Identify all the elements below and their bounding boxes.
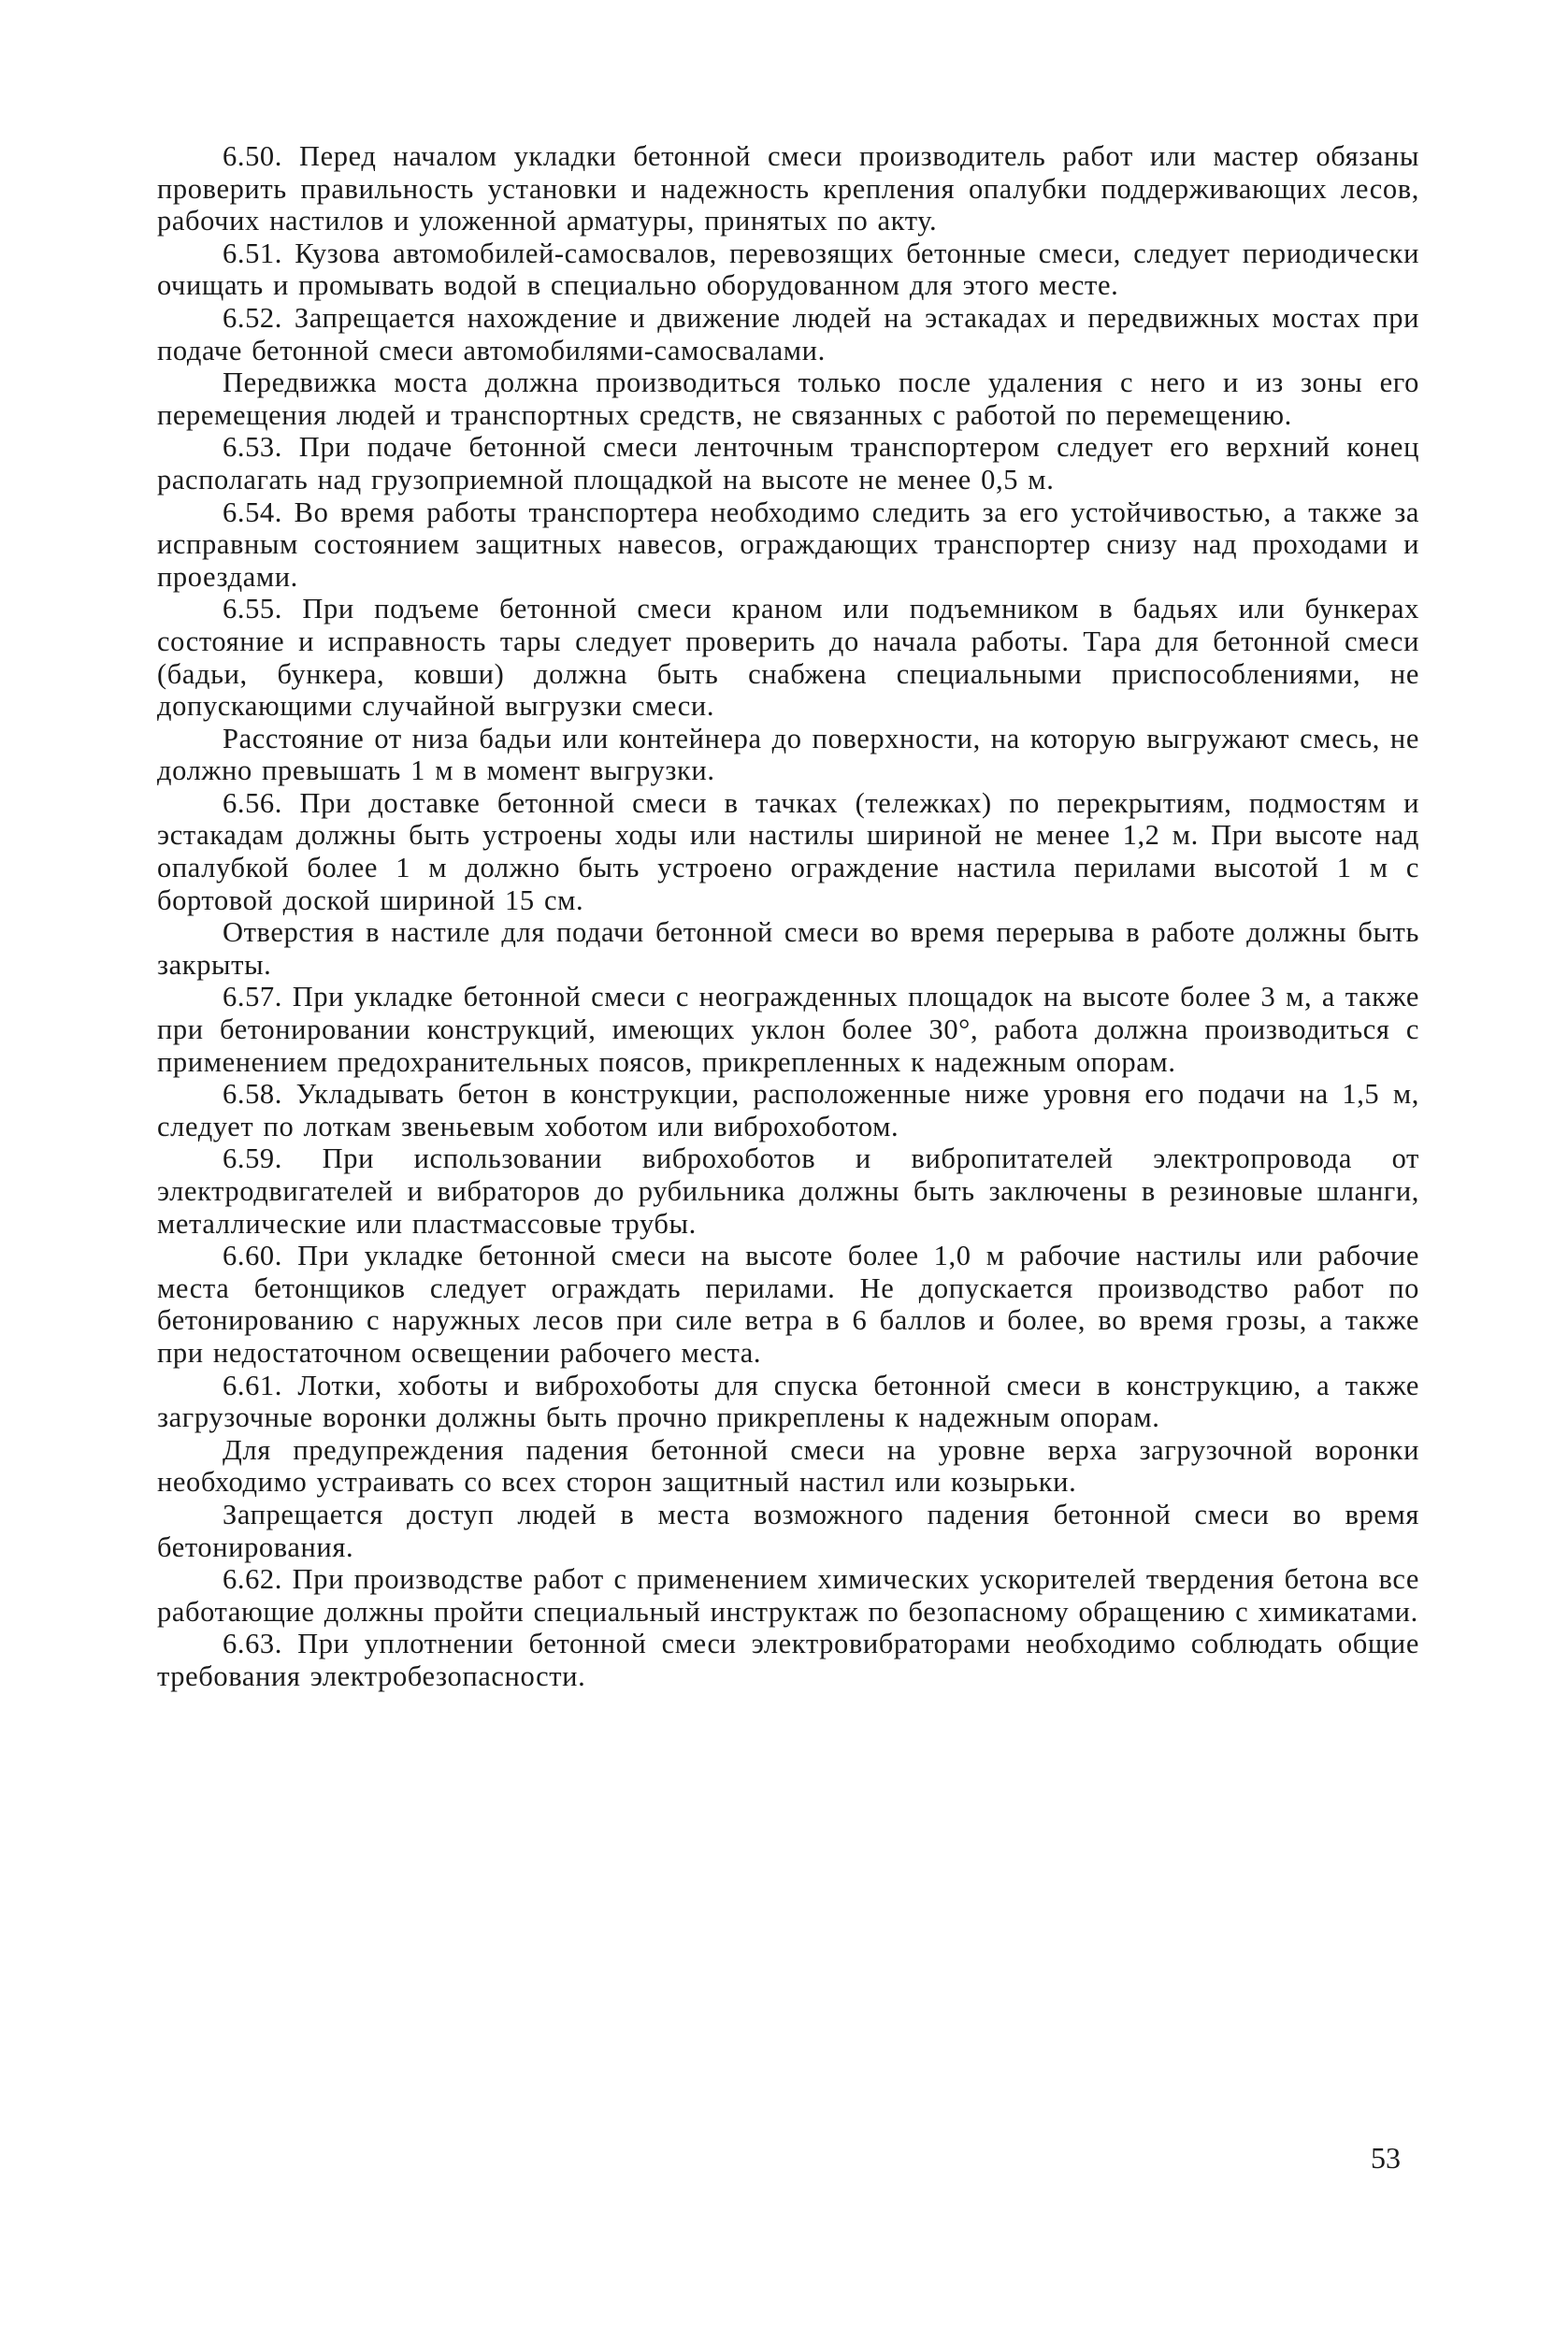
document-body [157, 140, 1419, 1693]
paragraph-6-51: 6.51. Кузова автомобилей-самосвалов, перевозящих бетонные смеси, следует периодически очищать и промывать водой в специально оборудованном для этого месте. [157, 237, 1419, 302]
paragraph-6-57: 6.57. При укладке бетонной смеси с неогражденных площадок на высоте более 3 м, а также при бетонировании конструкций, имеющих уклон более 30°, работа должна производиться с применением предохранительных поясов, прикрепленных к надежным опорам. [157, 981, 1419, 1078]
paragraph-6-56: 6.56. При доставке бетонной смеси в тачках (тележках) по перекрытиям, подмостям и эстакадам должны быть устроены ходы или настилы шириной не менее 1,2 м. При высоте над опалубкой более 1 м должно быть устроено ограждение настила перилами высотой 1 м с бортовой доской шириной 15 см. [157, 786, 1419, 916]
paragraph-6-50: 6.50. Перед началом укладки бетонной смеси производитель работ или мастер обязаны проверить правильность установки и надежность крепления опалубки поддерживающих лесов, рабочих настилов и уложенной арматуры, принятых по акту. [157, 140, 1419, 237]
paragraph-6-55-cont: Расстояние от низа бадьи или контейнера до поверхности, на которую выгружают смесь, не должно превышать 1 м в момент выгрузки. [157, 722, 1419, 787]
paragraph-6-54: 6.54. Во время работы транспортера необходимо следить за его устойчивостью, а также за исправным состоянием защитных навесов, ограждающих транспортер снизу над проходами и проездами. [157, 495, 1419, 593]
paragraph-6-63: 6.63. При уплотнении бетонной смеси электровибраторами необходимо соблюдать общие требования электробезопасности. [157, 1628, 1419, 1692]
paragraph-6-56-cont: Отверстия в настиле для подачи бетонной смеси во время перерыва в работе должны быть закрыты. [157, 916, 1419, 981]
paragraph-6-61-cont-2: Запрещается доступ людей в места возможного падения бетонной смеси во время бетонирования. [157, 1498, 1419, 1563]
paragraph-6-55: 6.55. При подъеме бетонной смеси краном или подъемником в бадьях или бункерах состояние и исправность тары следует проверить до начала работы. Тара для бетонной смеси (бадьи, бункера, ковши) должна быть снабжена специальными приспособлениями, не допускающими случайной выгрузки смеси. [157, 593, 1419, 723]
paragraph-6-58: 6.58. Укладывать бетон в конструкции, расположенные ниже уровня его подачи на 1,5 м, следует по лоткам звеньевым хоботом или виброхоботом. [157, 1078, 1419, 1142]
paragraph-6-52-cont: Передвижка моста должна производиться только после удаления с него и из зоны его перемещения людей и транспортных средств, не связанных с работой по перемещению. [157, 366, 1419, 431]
paragraph-6-61: 6.61. Лотки, хоботы и виброхоботы для спуска бетонной смеси в конструкцию, а также загрузочные воронки должны быть прочно прикреплены к надежным опорам. [157, 1369, 1419, 1434]
paragraph-6-60: 6.60. При укладке бетонной смеси на высоте более 1,0 м рабочие настилы или рабочие места бетонщиков следует ограждать перилами. Не допускается производство работ по бетонированию с наружных лесов при силе ветра в 6 баллов и более, во время грозы, а также при недостаточном освещении рабочего места. [157, 1240, 1419, 1369]
paragraph-6-59: 6.59. При использовании виброхоботов и вибропитателей электропровода от электродвигателей и вибраторов до рубильника должны быть заключены в резиновые шланги, металлические или пластмассовые трубы. [157, 1142, 1419, 1240]
paragraph-6-61-cont-1: Для предупреждения падения бетонной смеси на уровне верха загрузочной воронки необходимо устраивать со всех сторон защитный настил или козырьки. [157, 1433, 1419, 1499]
paragraph-6-53: 6.53. При подаче бетонной смеси ленточным транспортером следует его верхний конец располагать над грузоприемной площадкой на высоте не менее 0,5 м. [157, 431, 1419, 495]
paragraph-6-62: 6.62. При производстве работ с применением химических ускорителей твердения бетона все работающие должны пройти специальный инструктаж по безопасному обращению с химикатами. [157, 1563, 1419, 1628]
paragraph-6-52: 6.52. Запрещается нахождение и движение людей на эстакадах и передвижных мостах при подаче бетонной смеси автомобилями-самосвалами. [157, 301, 1419, 366]
page-number: 53 [1371, 2141, 1401, 2175]
